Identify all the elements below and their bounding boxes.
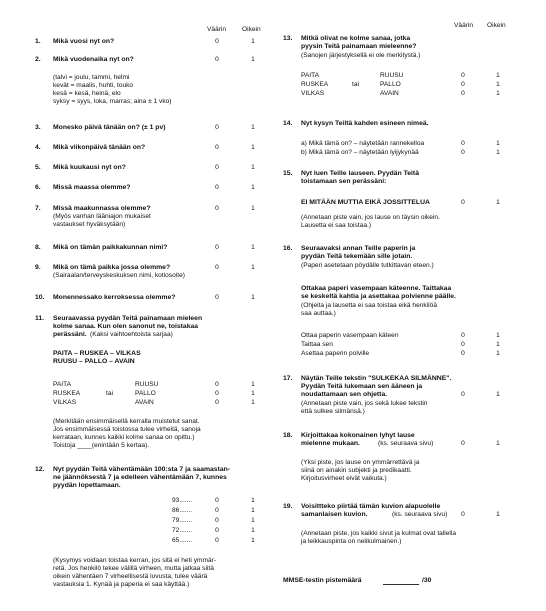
q12-score-wrong: 0 [215, 497, 219, 504]
q13-line: pyysin Teitä painamaan mieleenne? [301, 43, 417, 50]
q11-line: Seuraavassa pyydän Teitä painamaan mieleen [53, 315, 203, 322]
right-header-right: Oikein [487, 22, 506, 29]
q5-number: 5. [35, 164, 41, 171]
q15-wrong: 0 [461, 199, 465, 206]
q12-score-wrong: 0 [215, 527, 219, 534]
q13-score-right: 1 [496, 90, 500, 97]
q2-right: 1 [251, 56, 255, 63]
q15-right: 1 [496, 199, 500, 206]
q11-score-right: 1 [251, 399, 255, 406]
q13-or: tai [352, 81, 359, 88]
q12-line: ne jäännöksestä 7 ja edelleen vähentämään 7, kunnes [53, 474, 227, 481]
q12-score-wrong: 0 [215, 537, 219, 544]
left-header-right: Oikein [242, 26, 261, 33]
q7-number: 7. [35, 205, 41, 212]
q16-help: (Paperi asetetaan pöydälle tutkittavan eteen.) [301, 262, 434, 269]
q18-wrong: 0 [461, 440, 465, 447]
q11-score-right: 1 [251, 381, 255, 388]
season-help-line: kevät = maalis, huhti, touko [53, 82, 134, 89]
q12-value: 72....... [172, 527, 193, 534]
q2-wrong: 0 [215, 56, 219, 63]
q11-note: Jos ensimmäisessä toistossa tulee virheitä, sanoja [53, 426, 201, 433]
q12-score-right: 1 [251, 507, 255, 514]
q9-wrong: 0 [215, 264, 219, 271]
q13-score-wrong: 0 [461, 81, 465, 88]
q10-right: 1 [251, 294, 255, 301]
q12-score-wrong: 0 [215, 517, 219, 524]
q12-score-right: 1 [251, 517, 255, 524]
q9-number: 9. [35, 264, 41, 271]
q12-note: (Kysymys voidaan toistaa kerran, jos sitä ei heti ymmär- [53, 557, 217, 564]
q11-line: perässäni. [53, 331, 87, 338]
q17-line: noudattamaan sen ohjetta. [301, 391, 388, 398]
q18-help: siinä on ainakin subjekti ja predikaatti. [301, 467, 412, 474]
q13-word: AVAIN [380, 90, 399, 97]
q11-series2: RUUSU – PALLO – AVAIN [53, 358, 135, 365]
season-help-line: kesä = kesä, heinä, elo [53, 90, 121, 97]
q11-line: kolme sanaa. Kun olen sanonut ne, toistakaa [53, 323, 199, 330]
q2-text: Mikä vuodenaika nyt on? [53, 56, 134, 63]
q5-right: 1 [251, 164, 255, 171]
q12-note: vastauksia 1. Kynää ja paperia ei saa käyttää.) [53, 581, 190, 588]
q13-word: PAITA [301, 72, 320, 79]
q9-right: 1 [251, 264, 255, 271]
q11-score-right: 1 [251, 390, 255, 397]
q13-score-wrong: 0 [461, 90, 465, 97]
q1-number: 1. [35, 38, 41, 45]
q19-right: 1 [496, 511, 500, 518]
q13-word: RUSKEA [301, 81, 329, 88]
q11-note: kerrataan, kunnes kaikki kolme sanaa on opittu.) [53, 434, 195, 441]
q11-note: (Merkitään ensimmäisellä kerralla muistetut sanat. [53, 418, 200, 425]
q4-text: Mikä viikonpäivä tänään on? [53, 144, 146, 151]
q16-line: Seuraavaksi annan Teille paperin ja [301, 245, 416, 252]
q13-score-wrong: 0 [461, 72, 465, 79]
q16-score-wrong: 0 [461, 350, 465, 357]
q1-wrong: 0 [215, 38, 219, 45]
q11-word: PALLO [135, 390, 156, 397]
q17-line: Näytän Teille tekstin "SULKEKAA SILMÄNNE". [301, 375, 452, 382]
q16-instruction: Ottakaa paperi vasempaan käteenne. Taittakaa [301, 285, 452, 292]
q11-word: AVAIN [135, 399, 154, 406]
q16-score-right: 1 [496, 332, 500, 339]
q10-number: 10. [35, 294, 45, 301]
q19-line: Voisittteko piirtää tämän kuvion alapuolelle [301, 503, 441, 510]
q11-score-wrong: 0 [215, 390, 219, 397]
q13-word: PALLO [380, 81, 401, 88]
q8-wrong: 0 [215, 244, 219, 251]
q8-text: Mikä on tämän paikkakunnan nimi? [53, 244, 168, 251]
q18-right: 1 [496, 440, 500, 447]
q17-line: Pyydän Teitä lukemaan sen ääneen ja [301, 383, 423, 390]
q16-score-right: 1 [496, 341, 500, 348]
q14-item: a) Mikä tämä on? – näytetään rannekelloa [301, 140, 425, 147]
q7-right: 1 [251, 205, 255, 212]
q14-score-right: 1 [496, 140, 500, 147]
q7-help: (Myös vanhan lääniajon mukaiset [53, 213, 151, 220]
q11-series1: PAITA – RUSKEA – VILKAS [53, 350, 141, 357]
q12-value: 93....... [172, 497, 193, 504]
q17-help: että sulkee silmänsä.) [301, 408, 365, 415]
right-header-wrong: Väärin [454, 22, 474, 29]
q18-help: Kirjoitusvirheet eivät vaikuta.) [301, 475, 387, 482]
q14-score-wrong: 0 [461, 140, 465, 147]
q9-help: (Sairaalan/terveyskeskuksen nimi, kotiosoite) [53, 272, 185, 279]
q16-score-wrong: 0 [461, 332, 465, 339]
q14-text: Nyt kysyn Teiltä kahden esineen nimeä. [301, 120, 429, 127]
q15-line: Nyt luen Teille lauseen. Pyydän Teitä [301, 170, 419, 177]
q1-right: 1 [251, 38, 255, 45]
q1-text: Mikä vuosi nyt on? [53, 38, 115, 45]
q18-help: (Yksi piste, jos lause on ymmärrettävä ja [301, 459, 420, 466]
q11-note: Toistoja ____(enintään 5 kertaa). [53, 442, 150, 449]
q13-word: RUUSU [380, 72, 404, 79]
q12-score-wrong: 0 [215, 507, 219, 514]
q13-score-right: 1 [496, 81, 500, 88]
season-help-line: syksy = syys, loka, marras; aina ± 1 vko) [53, 98, 172, 105]
q14-score-wrong: 0 [461, 149, 465, 156]
q16-instruction: se keskeltä kahtia ja asettakaa polvienne päälle. [301, 293, 456, 300]
q3-text: Monesko päivä tänään on? (± 1 pv) [53, 124, 166, 131]
q12-line: pyydän lopettamaan. [53, 482, 121, 489]
q19-line: samanlaisen kuvion. [301, 511, 368, 518]
q4-wrong: 0 [215, 144, 219, 151]
q18-number: 18. [283, 432, 293, 439]
q11-help: (Kaksi vaihtoehtoista sarjaa) [90, 331, 173, 338]
q12-score-right: 1 [251, 497, 255, 504]
q15-number: 15. [283, 170, 293, 177]
q8-number: 8. [35, 244, 41, 251]
q11-score-wrong: 0 [215, 399, 219, 406]
q9-text: Mikä on tämä paikka jossa olemme? [53, 264, 171, 271]
q4-number: 4. [35, 144, 41, 151]
q10-wrong: 0 [215, 294, 219, 301]
q11-word: VILKAS [53, 399, 77, 406]
q12-number: 12. [35, 466, 45, 473]
q17-help: (Annetaan piste vain, jos sekä lukee tekstin [301, 400, 428, 407]
q13-score-right: 1 [496, 72, 500, 79]
q5-text: Mikä kuukausi nyt on? [53, 164, 126, 171]
q16-step: Ottaa paperin vasempaan käteen [301, 332, 399, 339]
q6-text: Missä maassa olemme? [53, 184, 131, 191]
q13-line: Mitkä olivat ne kolme sanaa, jotka [301, 35, 411, 42]
q14-score-right: 1 [496, 149, 500, 156]
q12-value: 65....... [172, 537, 193, 544]
q6-right: 1 [251, 184, 255, 191]
q17-number: 17. [283, 375, 293, 382]
q12-note: retä. Jos henkilö tekee välillä virheen, mutta jatkaa siitä [53, 565, 214, 572]
q19-number: 19. [283, 503, 293, 510]
q8-right: 1 [251, 244, 255, 251]
q11-word: RUSKEA [53, 390, 81, 397]
q3-wrong: 0 [215, 124, 219, 131]
q12-score-right: 1 [251, 537, 255, 544]
q15-sentence: EI MITÄÄN MUTTIA EIKÄ JOSSITTELUA [301, 199, 430, 206]
total-score-label: MMSE-testin pistemäärä [283, 577, 362, 584]
q18-line: Kirjoittakaa kokonainen lyhyt lause [301, 432, 415, 439]
q6-wrong: 0 [215, 184, 219, 191]
q12-note: oikein vähentäen 7 virheellisestä luvusta, tulee väärä [53, 573, 208, 580]
q12-line: Nyt pyydän Teitä vähentämään 100:sta 7 ja saamastan- [53, 466, 231, 473]
q7-wrong: 0 [215, 205, 219, 212]
q18-line: mielenne mukaan. [301, 440, 360, 447]
q19-ref: (ks. seuraava sivu) [392, 511, 448, 518]
q15-line: toistamaan sen perässäni: [301, 178, 387, 185]
q14-item: b) Mikä tämä on? – näytetään lyijykynää [301, 149, 419, 156]
q19-help: ja leikkauspinta on nelikulmainen.) [301, 538, 402, 545]
q11-word: PAITA [53, 381, 72, 388]
q18-ref: (ks. seuraava sivu) [378, 440, 434, 447]
q5-wrong: 0 [215, 164, 219, 171]
q16-line: pyydän Teitä tekemään sille jotain. [301, 253, 413, 260]
q7-help: vastaukset hyväksytään) [53, 221, 126, 228]
total-score-blank [383, 584, 419, 585]
q12-value: 86....... [172, 507, 193, 514]
q11-number: 11. [35, 315, 45, 322]
q19-wrong: 0 [461, 511, 465, 518]
q19-help: (Annetaan piste, jos kaikki sivut ja kulmat ovat tallella [301, 530, 457, 537]
left-header-wrong: Väärin [207, 26, 227, 33]
total-score-suffix: /30 [422, 577, 432, 584]
season-help-line: (talvi = joulu, tammi, helmi [53, 74, 130, 81]
q17-right: 1 [496, 391, 500, 398]
q13-help: (Sanojen järjestyksellä ei ole merkitystä.) [301, 52, 421, 59]
q12-score-right: 1 [251, 527, 255, 534]
q15-help: (Annetaan piste vain, jos lause on täysin oikein. [301, 214, 440, 221]
q6-number: 6. [35, 184, 41, 191]
q16-instruction-help: saa auttaa.) [301, 310, 336, 317]
q3-right: 1 [251, 124, 255, 131]
q11-score-wrong: 0 [215, 381, 219, 388]
q13-number: 13. [283, 35, 293, 42]
q14-number: 14. [283, 120, 293, 127]
q16-score-wrong: 0 [461, 341, 465, 348]
q7-text: Missä maakunnassa olemme? [53, 205, 151, 212]
q10-text: Monennessako kerroksessa olemme? [53, 294, 176, 301]
q4-right: 1 [251, 144, 255, 151]
q12-value: 79....... [172, 517, 193, 524]
q13-word: VILKAS [301, 90, 325, 97]
q11-word: RUUSU [135, 381, 159, 388]
q17-wrong: 0 [461, 391, 465, 398]
q16-score-right: 1 [496, 350, 500, 357]
q3-number: 3. [35, 124, 41, 131]
q16-instruction-help: (Ohjeita ja lausetta ei saa toistaa eikä henkilöä [301, 302, 437, 309]
q2-number: 2. [35, 56, 41, 63]
q11-or: tai [106, 390, 113, 397]
q16-step: Taittaa sen [301, 341, 333, 348]
q16-number: 16. [283, 245, 293, 252]
q15-help: Lausetta ei saa toistaa.) [301, 222, 372, 229]
q16-step: Asettaa paperin polville [301, 350, 370, 357]
